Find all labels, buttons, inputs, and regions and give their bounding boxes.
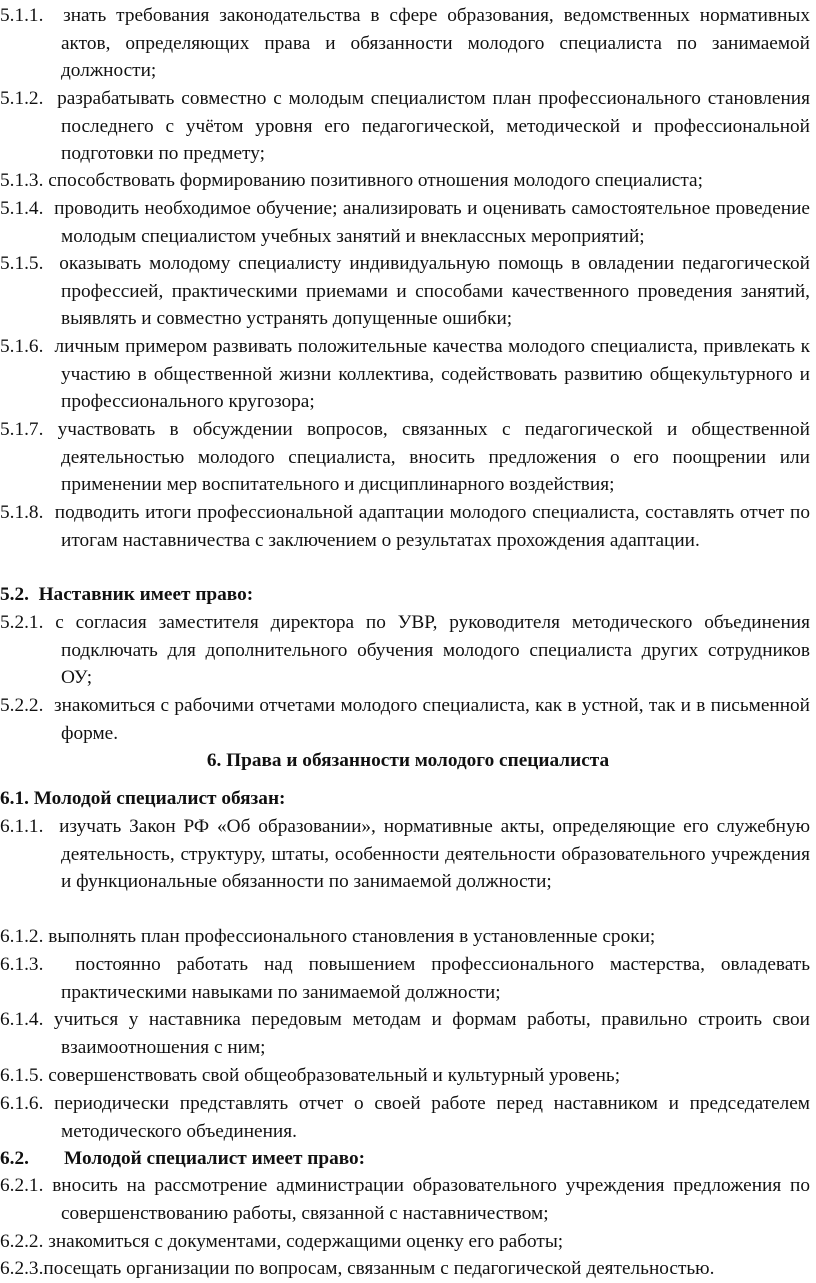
item-number: 6.1.6. — [0, 1093, 44, 1114]
item-number: 6.1.1. — [0, 816, 44, 837]
list-item-6-1-4 — [0, 1006, 816, 1061]
item-number: 5.1.5. — [0, 253, 44, 274]
item-number: 5.1.8. — [0, 502, 44, 523]
section-heading-6-1 — [0, 785, 816, 813]
section-number: 6.2. — [0, 1148, 29, 1169]
list-item-6-2-1 — [0, 1172, 816, 1227]
item-number: 5.2.2. — [0, 695, 44, 716]
item-text: периодически представлять отчет о своей работе перед наставником и председателем методического объединения. — [54, 1093, 810, 1142]
item-text: изучать Закон РФ «Об образовании», нормативные акты, определяющие его служебную деятельность, структуру, штаты, особенности деятельности образовательного учреждения и функциональные обязанности по занимаемой должности; — [59, 816, 810, 893]
item-number: 5.1.1. — [0, 5, 44, 26]
item-text: проводить необходимое обучение; анализировать и оценивать самостоятельное проведение молодым специалистом учебных занятий и внеклассных мероприятий; — [54, 198, 810, 247]
item-text: разрабатывать совместно с молодым специалистом план профессионального становления последнего с учётом уровня его педагогической, методической и профессиональной подготовки по предмету; — [57, 88, 810, 165]
item-number: 5.2.1. — [0, 612, 44, 633]
list-item-6-1-2 — [0, 923, 816, 951]
item-number: 6.2.1. — [0, 1175, 44, 1196]
item-text: выполнять план профессионального становления в установленные сроки; — [48, 926, 656, 947]
item-number: 6.2.2. — [0, 1231, 44, 1252]
list-item-5-1-1 — [0, 2, 816, 85]
list-item-5-1-2 — [0, 85, 816, 168]
chapter-heading-6 — [0, 747, 816, 775]
item-number: 5.1.3. — [0, 170, 44, 191]
list-item-6-1-6 — [0, 1090, 816, 1145]
item-number: 6.2.3. — [0, 1258, 44, 1279]
item-number: 5.1.4. — [0, 198, 44, 219]
chapter-title: 6. Права и обязанности молодого специалиста — [206, 750, 610, 771]
list-item-6-2-3 — [0, 1255, 816, 1283]
item-text: совершенствовать свой общеобразовательный и культурный уровень; — [48, 1065, 621, 1086]
item-text: знакомиться с рабочими отчетами молодого специалиста, как в устной, так и в письменной форме. — [53, 695, 811, 744]
item-number: 6.1.2. — [0, 926, 44, 947]
item-text: посещать организации по вопросам, связанным с педагогической деятельностью. — [43, 1258, 715, 1279]
list-item-5-1-6 — [0, 333, 816, 416]
list-item-5-1-3 — [0, 167, 816, 195]
item-number: 6.1.5. — [0, 1065, 44, 1086]
item-text: способствовать формированию позитивного отношения молодого специалиста; — [48, 170, 703, 191]
list-item-6-1-1 — [0, 813, 816, 896]
section-title: Наставник имеет право: — [38, 584, 254, 605]
item-number: 5.1.2. — [0, 88, 44, 109]
item-text: участвовать в обсуждении вопросов, связанных с педагогической и общественной деятельностью молодого специалиста, вносить предложения о его поощрении или применении мер воспитательного и дисциплинарного воздействия; — [57, 419, 810, 496]
item-text: вносить на рассмотрение администрации образовательного учреждения предложения по совершенствованию работы, связанной с наставничеством; — [52, 1175, 810, 1224]
item-text: подводить итоги профессиональной адаптации молодого специалиста, составлять отчет по итогам наставничества с заключением о результатах прохождения адаптации. — [54, 502, 810, 551]
section-number: 5.2. — [0, 584, 29, 605]
list-item-6-1-5 — [0, 1062, 816, 1090]
item-text: с согласия заместителя директора по УВР, руководителя методического объединения подключать для дополнительного обучения молодого специалиста других сотрудников ОУ; — [55, 612, 810, 689]
item-text: знать требования законодательства в сфере образования, ведомственных нормативных актов, определяющих права и обязанности молодого специалиста по занимаемой должности; — [61, 5, 811, 82]
list-item-5-2-2 — [0, 692, 816, 747]
section-title: 6.1. Молодой специалист обязан: — [0, 788, 286, 809]
list-item-6-2-2 — [0, 1228, 816, 1256]
list-item-5-1-7 — [0, 416, 816, 499]
section-title: Молодой специалист имеет право: — [64, 1148, 366, 1169]
list-item-5-1-4 — [0, 195, 816, 250]
section-heading-6-2 — [0, 1145, 816, 1173]
list-item-6-1-3 — [0, 951, 816, 1006]
section-heading-5-2 — [0, 581, 816, 609]
item-number: 5.1.7. — [0, 419, 44, 440]
item-text: учиться у наставника передовым методам и формам работы, правильно строить свои взаимоотношения с ним; — [53, 1009, 810, 1058]
list-item-5-1-5 — [0, 250, 816, 333]
item-number: 6.1.4. — [0, 1009, 44, 1030]
item-number: 5.1.6. — [0, 336, 44, 357]
item-text: знакомиться с документами, содержащими оценку его работы; — [48, 1231, 564, 1252]
item-text: личным примером развивать положительные качества молодого специалиста, привлекать к участию в общественной жизни коллектива, содействовать развитию общекультурного и профессионального кругозора; — [54, 336, 811, 413]
item-text: постоянно работать над повышением профессионального мастерства, овладевать практическими навыками по занимаемой должности; — [61, 954, 811, 1003]
list-item-5-1-8 — [0, 499, 816, 554]
list-item-5-2-1 — [0, 609, 816, 692]
item-text: оказывать молодому специалисту индивидуальную помощь в овладении педагогической профессией, практическими приемами и способами качественного проведения занятий, выявлять и совместно устранять допущенные ошибки; — [59, 253, 810, 330]
item-number: 6.1.3. — [0, 954, 44, 975]
